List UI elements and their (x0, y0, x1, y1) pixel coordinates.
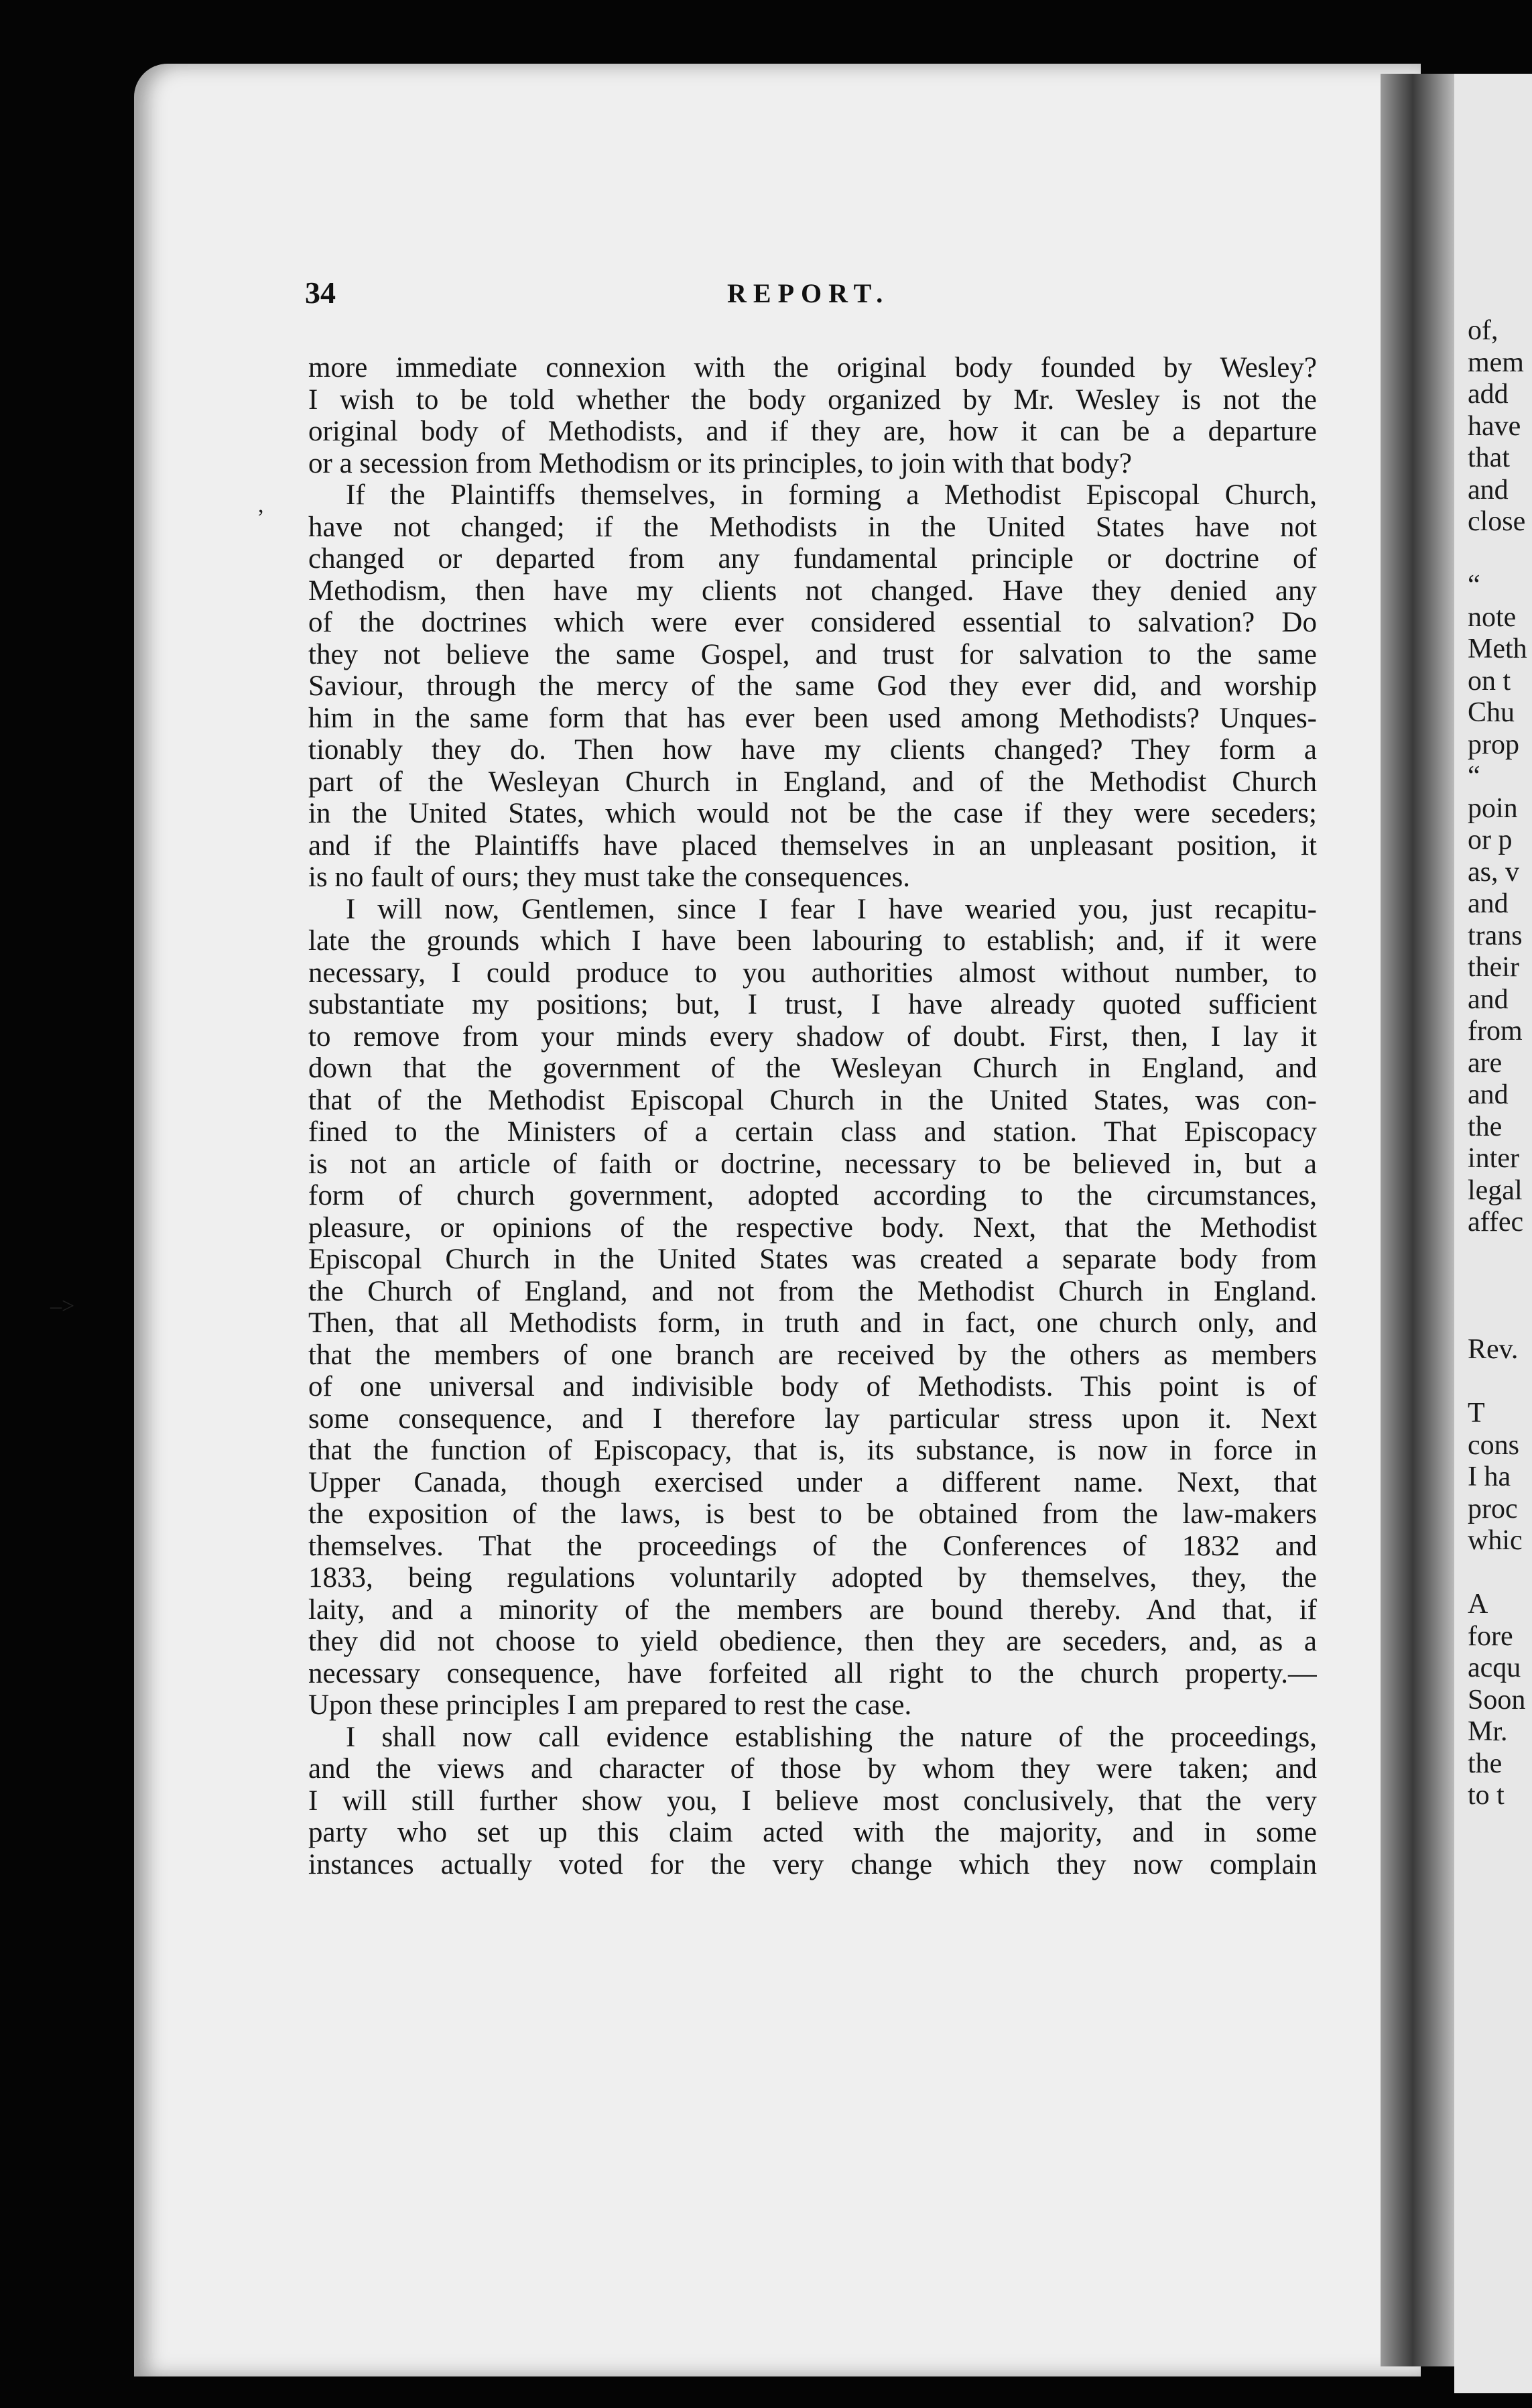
margin-mark: –> (50, 1294, 75, 1319)
margin-mark: , (258, 493, 264, 518)
text-line: 1833, being regulations voluntarily adopted by themselves, they, the (308, 1562, 1317, 1593)
text-line: I shall now call evidence establishing the nature of the proceedings, (346, 1721, 1317, 1753)
text-line: that the function of Episcopacy, that is, its substance, is now in force in (308, 1435, 1317, 1466)
fragment: or p (1468, 825, 1513, 855)
text-line: to remove from your minds every shadow of doubt. First, then, I lay it (308, 1020, 1317, 1052)
text-line: necessary, I could produce to you authorities almost without number, to (308, 957, 1317, 989)
fragment: I ha (1468, 1461, 1511, 1492)
fragment: Meth (1468, 634, 1527, 664)
text-line: of one universal and indivisible body of Methodists. This point is of (308, 1371, 1317, 1402)
text-line: tionably they do. Then how have my clients changed? They form a (308, 734, 1317, 766)
page-number: 34 (305, 276, 336, 310)
text-line: down that the government of the Wesleyan Church in England, and (308, 1052, 1317, 1084)
text-line: instances actually voted for the very change which they now complain (308, 1848, 1317, 1880)
text-line: themselves. That the proceedings of the Conferences of 1832 and (308, 1530, 1317, 1562)
text-line: substantiate my positions; but, I trust, I have already quoted sufficient (308, 989, 1317, 1020)
text-line: some consequence, and I therefore lay particular stress upon it. Next (308, 1402, 1317, 1435)
facing-page-fragments (1468, 315, 1532, 1812)
text-line: part of the Wesleyan Church in England, and of the Methodist Church (308, 766, 1317, 798)
text-line: or a secession from Methodism or its principles, to join with that body? (308, 447, 1132, 479)
text-line: the exposition of the laws, is best to be obtained from the law-makers (308, 1498, 1317, 1530)
fragment: the (1468, 1748, 1503, 1779)
fragment: cons (1468, 1429, 1519, 1461)
text-line: of the doctrines which were ever considered essential to salvation? Do (308, 607, 1317, 638)
fragment: the (1468, 1111, 1503, 1142)
text-line: more immediate connexion with the original body founded by Wesley? (308, 352, 1317, 383)
fragment: acqu (1468, 1652, 1521, 1683)
fragment: mem (1468, 347, 1524, 378)
fragment (1468, 1270, 1532, 1303)
fragment: Mr. (1468, 1716, 1508, 1747)
text-line: Methodism, then have my clients not changed. Have they denied any (308, 575, 1317, 607)
fragment: legal (1468, 1175, 1523, 1206)
text-line: they did not choose to yield obedience, then they are seceders, and, as a (308, 1626, 1317, 1657)
text-line: him in the same form that has ever been used among Methodists? Unques- (308, 702, 1317, 734)
fragment: are (1468, 1047, 1503, 1079)
fragment: Soon (1468, 1684, 1526, 1715)
fragment: whic (1468, 1525, 1523, 1556)
fragment: note (1468, 601, 1517, 633)
fragment: of, (1468, 315, 1498, 346)
fragment: Chu (1468, 697, 1515, 728)
text-line: they not believe the same Gospel, and trust for salvation to the same (308, 638, 1317, 670)
text-line: I will still further show you, I believe most conclusively, that the very (308, 1785, 1317, 1817)
fragment: that (1468, 442, 1510, 473)
text-line: late the grounds which I have been labouring to establish; and, if it were (308, 925, 1317, 957)
text-line: and if the Plaintiffs have placed themselves in an unpleasant position, it (308, 829, 1317, 861)
text-line: and the views and character of those by whom they were taken; and (308, 1753, 1317, 1785)
text-line: the Church of England, and not from the Methodist Church in England. (308, 1275, 1317, 1307)
fragment: fore (1468, 1620, 1513, 1652)
fragment: affec (1468, 1207, 1524, 1238)
fragment: trans (1468, 920, 1523, 951)
fragment: “ (1468, 761, 1480, 792)
fragment: inter (1468, 1143, 1519, 1174)
fragment: and (1468, 983, 1509, 1015)
text-line: pleasure, or opinions of the respective body. Next, that the Methodist (308, 1211, 1317, 1244)
text-line: form of church government, adopted according to the circumstances, (308, 1180, 1317, 1211)
fragment: and (1468, 888, 1509, 919)
text-line: changed or departed from any fundamental principle or doctrine of (308, 543, 1317, 575)
fragment: prop (1468, 729, 1519, 760)
text-line: that of the Methodist Episcopal Church in the United States, was con- (308, 1084, 1317, 1116)
fragment (1468, 1366, 1532, 1398)
text-line: Upper Canada, though exercised under a different name. Next, that (308, 1466, 1317, 1498)
fragment: and (1468, 1079, 1509, 1110)
running-head: REPORT. (727, 278, 890, 308)
text-line: I will now, Gentlemen, since I fear I have wearied you, just recapitu- (346, 893, 1317, 925)
text-line: original body of Methodists, and if they are, how it can be a departure (308, 416, 1317, 447)
fragment: Rev. (1468, 1334, 1519, 1365)
text-line: in the United States, which would not be the case if they were seceders; (308, 798, 1317, 829)
text-line: Episcopal Church in the United States was created a separate body from (308, 1244, 1317, 1275)
book-gutter (1381, 74, 1461, 2366)
text-line: party who set up this claim acted with the majority, and in some (308, 1817, 1317, 1848)
fragment: add (1468, 379, 1509, 410)
fragment (1468, 538, 1532, 570)
text-line: Then, that all Methodists form, in truth and in fact, one church only, and (308, 1307, 1317, 1339)
fragment: “ (1468, 570, 1480, 601)
text-line: necessary consequence, have forfeited all right to the church property.— (308, 1657, 1317, 1689)
fragment: on t (1468, 665, 1511, 697)
body-text (308, 352, 1317, 1880)
fragment: their (1468, 952, 1519, 983)
text-line: is not an article of faith or doctrine, necessary to be believed in, but a (308, 1148, 1317, 1180)
text-line: have not changed; if the Methodists in the United States have not (308, 511, 1317, 543)
fragment (1468, 1557, 1532, 1589)
text-line: is no fault of ours; they must take the consequences. (308, 861, 911, 893)
text-line: laity, and a minority of the members are bound thereby. And that, if (308, 1593, 1317, 1626)
text-line: Saviour, through the mercy of the same God they ever did, and worship (308, 670, 1317, 702)
fragment: A (1468, 1589, 1488, 1620)
fragment: to t (1468, 1780, 1505, 1811)
fragment: poin (1468, 792, 1518, 824)
fragment (1468, 1303, 1532, 1335)
fragment: T (1468, 1398, 1485, 1429)
fragment: have (1468, 410, 1521, 442)
text-line: that the members of one branch are received by the others as members (308, 1339, 1317, 1371)
text-line: fined to the Ministers of a certain class and station. That Episcopacy (308, 1116, 1317, 1148)
page-header (305, 275, 1310, 315)
fragment: from (1468, 1016, 1523, 1046)
fragment (1468, 1239, 1532, 1271)
text-line: Upon these principles I am prepared to rest the case. (308, 1689, 912, 1721)
fragment: and (1468, 474, 1509, 505)
fragment: close (1468, 506, 1526, 537)
fragment: proc (1468, 1493, 1518, 1524)
fragment: as, v (1468, 856, 1519, 888)
text-line: If the Plaintiffs themselves, in forming a Methodist Episcopal Church, (346, 479, 1317, 511)
text-line: I wish to be told whether the body organized by Mr. Wesley is not the (308, 383, 1317, 416)
